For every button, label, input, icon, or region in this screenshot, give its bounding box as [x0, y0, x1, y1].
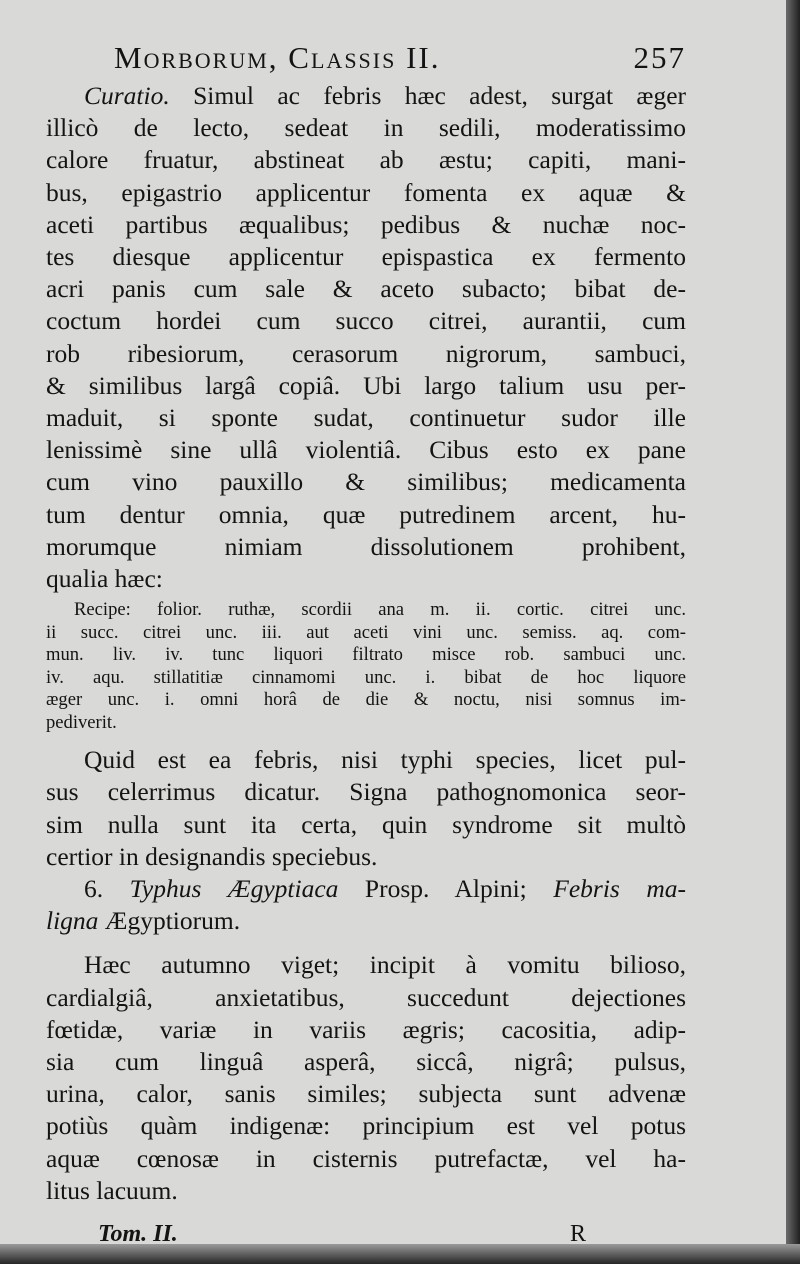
- text-line: calore fruatur, abstineat ab æstu; capiti, mani-: [46, 145, 686, 175]
- disease-name: Typhus Ægyptiaca: [129, 874, 339, 904]
- text-line: aceti partibus æqualibus; pedibus & nuchæ noc-: [46, 209, 686, 239]
- text-line: illicò de lecto, sedeat in sedili, moderatissimo: [46, 113, 686, 143]
- text-line: fœtidæ, variæ in variis ægris; cacositia, adip-: [46, 1014, 686, 1044]
- text-line: Quid est ea febris, nisi typhi species, licet pul-: [84, 745, 686, 775]
- text-line: tes diesque applicentur epispastica ex fermento: [46, 242, 686, 272]
- text-line: qualia hæc:: [46, 564, 163, 594]
- scan-edge-right: [786, 0, 800, 1264]
- page-footer: [46, 1221, 686, 1248]
- text-line: sia cum linguâ asperâ, siccâ, nigrâ; pulsus,: [46, 1047, 686, 1077]
- text-line: ligna Ægyptiorum.: [46, 906, 241, 936]
- text-line: morumque nimiam dissolutionem prohibent,: [46, 531, 686, 561]
- text-line: lenissimè sine ullâ violentiâ. Cibus esto ex pane: [46, 435, 686, 465]
- recipe-line: æger unc. i. omni horâ de die & noctu, nisi somnus im-: [46, 689, 686, 711]
- recipe-block: [46, 599, 686, 734]
- volume-mark: Tom. II.: [98, 1221, 178, 1248]
- section-label-curatio: Curatio.: [84, 81, 170, 110]
- text-line: urina, calor, sanis similes; subjecta sunt advenæ: [46, 1079, 686, 1109]
- recipe-line: iv. aqu. stillatitiæ cinnamomi unc. i. bibat de hoc liquore: [46, 666, 686, 688]
- recipe-line: pediverit.: [46, 711, 117, 733]
- signature-mark: R: [569, 1221, 586, 1248]
- text-line: sus celerrimus dicatur. Signa pathognomonica seor-: [46, 777, 686, 807]
- disease-alt-name: Febris ma-: [553, 874, 687, 904]
- text-line: Hæc autumno viget; incipit à vomitu bilioso,: [84, 950, 686, 980]
- text-line: Curatio. Simul ac febris hæc adest, surgat æger: [84, 81, 686, 110]
- text-line: rob ribesiorum, cerasorum nigrorum, sambuci,: [46, 338, 686, 368]
- text-line: & similibus largâ copiâ. Ubi largo talium usu per-: [46, 370, 686, 400]
- text-line: maduit, si sponte sudat, continuetur sudor ille: [46, 403, 686, 433]
- text-line: bus, epigastrio applicentur fomenta ex aquæ &: [46, 177, 686, 207]
- running-header: [114, 40, 686, 76]
- running-title: Morborum, Classis II.: [114, 40, 441, 75]
- text-line: acri panis cum sale & aceto subacto; bibat de-: [46, 274, 686, 304]
- text-line: cum vino pauxillo & similibus; medicamenta: [46, 467, 686, 497]
- text-line: cardialgiâ, anxietatibus, succedunt dejectiones: [46, 982, 686, 1012]
- paragraph-haec-autumno: [46, 949, 686, 1207]
- page-number: 257: [633, 40, 686, 75]
- text-line: litus lacuum.: [46, 1175, 178, 1205]
- text-line: aquæ cœnosæ in cisternis putrefactæ, vel ha-: [46, 1143, 686, 1173]
- text-line: 6. Typhus Ægyptiaca Prosp. Alpini; Febris ma-: [84, 874, 687, 904]
- recipe-line: ii succ. citrei unc. iii. aut aceti vini unc. semiss. aq. com-: [46, 621, 686, 643]
- text-line: certior in designandis speciebus.: [46, 841, 378, 871]
- paragraph-quid-est: [46, 744, 686, 873]
- text-line: coctum hordei cum succo citrei, aurantii, cum: [46, 306, 686, 336]
- recipe-line: mun. liv. iv. tunc liquori filtrato misce rob. sambuci unc.: [46, 644, 686, 666]
- paragraph-curatio: [46, 80, 686, 595]
- text-line: potiùs quàm indigenæ: principium est vel potus: [46, 1111, 686, 1141]
- text-line: sim nulla sunt ita certa, quin syndrome sit multò: [46, 809, 686, 839]
- page-content: [46, 40, 686, 1248]
- section-number: 6.: [84, 874, 104, 904]
- recipe-line: Recipe: folior. ruthæ, scordii ana m. ii. cortic. citrei unc.: [74, 599, 686, 621]
- paragraph-typhus-heading: [46, 873, 686, 937]
- text-line: tum dentur omnia, quæ putredinem arcent, hu-: [46, 499, 686, 529]
